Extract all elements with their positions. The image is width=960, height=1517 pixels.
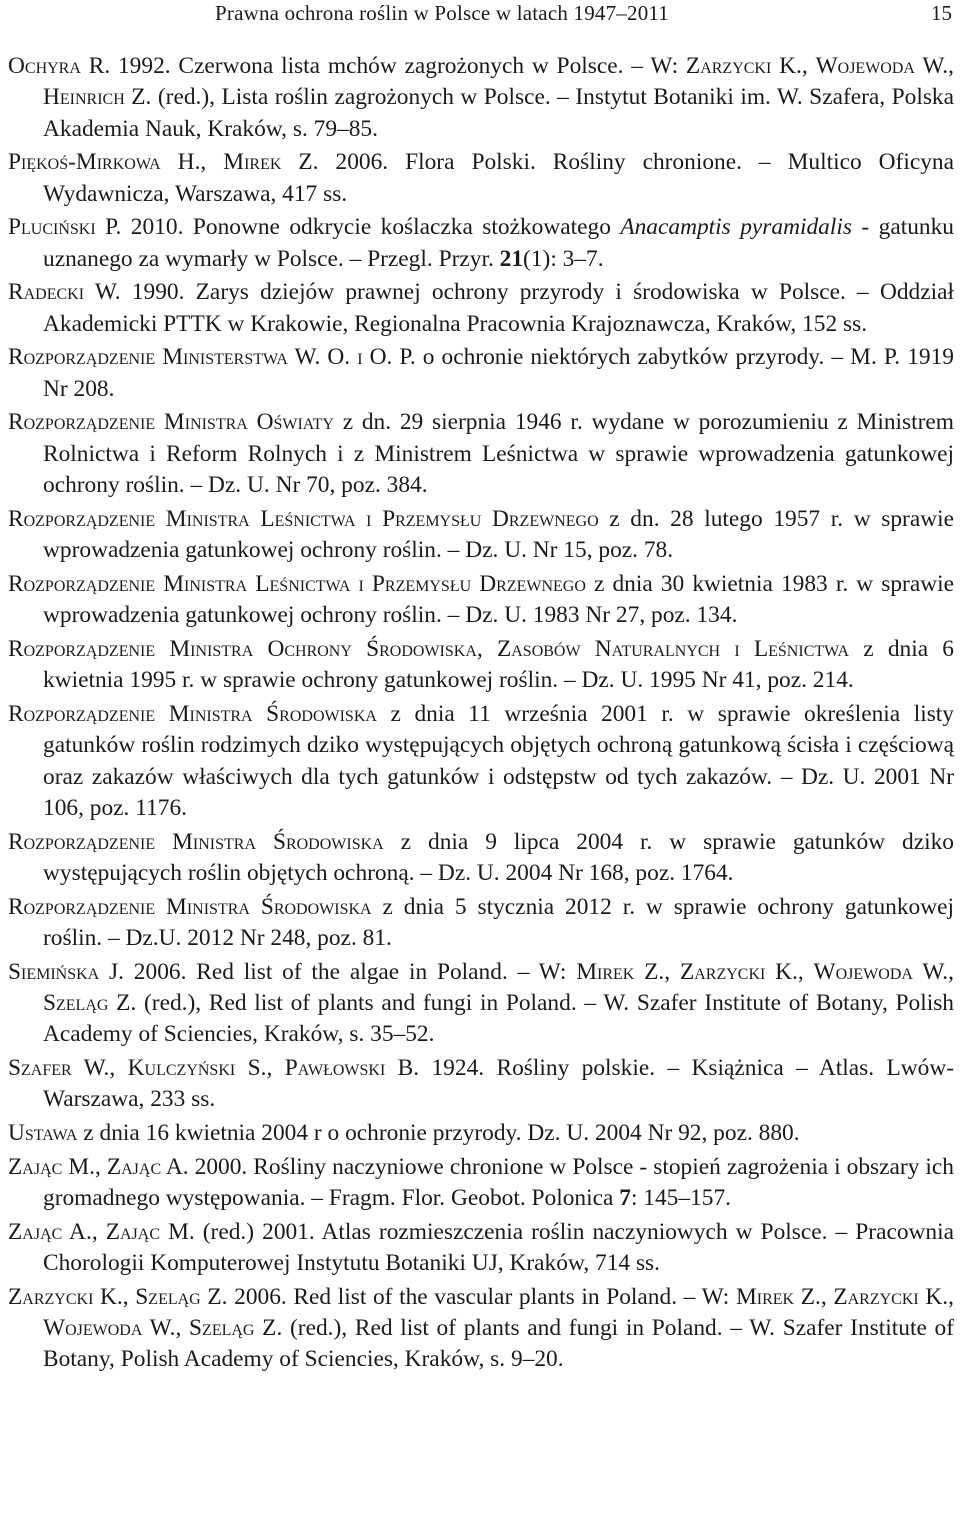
reference-text: , (266, 1055, 285, 1082)
reference-entry (8, 147, 954, 210)
reference-entry (8, 634, 954, 697)
reference-text: , (948, 958, 954, 985)
reference-text: z dnia 6 kwietnia 1995 r. w sprawie ochrony gatunkowej roślin. – Dz. U. 1995 Nr 41, poz. 214. (43, 635, 954, 694)
reference-author: Wojewoda W. (43, 1315, 176, 1342)
reference-text: (red.), Red list of plants and fungi in Poland. – W. Szafer Institute of Botany, Polish Academy of Sciencies, Kraków, s. 9–20. (43, 1315, 955, 1373)
reference-author: Szeląg Z. (189, 1315, 283, 1342)
reference-text: , (94, 1153, 107, 1180)
reference-text: , (948, 1283, 954, 1310)
reference-author: Szeląg Z. (43, 990, 137, 1017)
reference-author: Heinrich Z. (43, 84, 152, 111)
reference-text: , (91, 1218, 106, 1245)
reference-text: , (109, 1055, 128, 1082)
reference-author: Zając M. (105, 1218, 195, 1245)
reference-text: 2000. Rośliny naczyniowe chronione w Polsce - stopień zagrożenia i obszary ich gromadnego występowania. – Fragm. Flor. Geobot. Polonica (43, 1153, 954, 1212)
reference-text: - gatunku uznanego za wymarły w Polsce. – Przegl. Przyr. (43, 214, 954, 272)
reference-entry (8, 569, 954, 632)
reference-text: (red.), Lista roślin zagrożonych w Polsce. – Instytut Botaniki im. W. Szafera, Polska Akademia Nauk, Kraków, s. 79–85. (43, 84, 954, 142)
reference-text: z dnia 16 kwietnia 2004 r o ochronie przyrody. Dz. U. 2004 Nr 92, poz. 880. (77, 1120, 800, 1147)
reference-text: , (948, 53, 954, 79)
reference-author: Rozporządzenie Ministra Środowiska (8, 700, 377, 727)
reference-author: Rozporządzenie Ministerstwa W. O. i O. P. (8, 344, 416, 371)
reference-author: Szafer W. (8, 1055, 110, 1082)
reference-entry (8, 342, 954, 405)
reference-text: , (122, 1283, 136, 1310)
reference-text: 2006. Flora Polski. Rośliny chronione. – Multico Oficyna Wydawnicza, Warszawa, 417 ss. (43, 149, 954, 207)
reference-text: z dn. 28 lutego 1957 r. w sprawie wprowadzenia gatunkowej ochrony roślin. – Dz. U. Nr 15, poz. 78. (43, 505, 954, 564)
reference-text: 2010. Ponowne odkrycie koślaczka stożkowatego (121, 214, 621, 241)
reference-text: , (175, 1315, 190, 1342)
reference-text: z dnia 30 kwietnia 1983 r. w sprawie wprowadzenia gatunkowej ochrony roślin. – Dz. U. 1983 Nr 27, poz. 134. (43, 570, 954, 629)
reference-author: Rozporządzenie Ministra Ochrony Środowiska, Zasobów Naturalnych i Leśnictwa (8, 635, 850, 662)
reference-text: z dnia 11 września 2001 r. w sprawie określenia listy gatunków roślin rodzimych dziko występujących objętych ochroną gatunkową ścisła i częściową oraz zakazów właściwych dla tych gatunków i odstępstw od tych zakazów. – Dz. U. 2001 Nr 106, poz. 1176. (43, 700, 955, 822)
reference-text: 1924. Rośliny polskie. – Książnica – Atlas. Lwów-Warszawa, 233 ss. (43, 1055, 955, 1113)
reference-entry (8, 277, 954, 340)
reference-entry (8, 892, 954, 955)
reference-entry (8, 957, 954, 1051)
page-number: 15 (931, 1, 952, 25)
reference-entry (8, 1053, 954, 1116)
reference-entry (8, 699, 954, 825)
reference-text: , (200, 149, 224, 176)
reference-author: Mirek Z. (735, 1283, 821, 1310)
volume-number: 21 (499, 245, 524, 272)
reference-author: Piękoś-Mirkowa H. (8, 149, 201, 176)
running-title: Prawna ochrona roślin w Polsce w latach 1947–2011 (215, 1, 670, 25)
reference-text: 1992. Czerwona lista mchów zagrożonych w Polsce. – W: (110, 53, 686, 79)
reference-author: Zarzycki K. (8, 1283, 123, 1310)
reference-text: 2006. Red list of the algae in Poland. – W: (124, 958, 577, 985)
reference-text: z dnia 9 lipca 2004 r. w sprawie gatunków dziko występujących roślin objętych ochroną. – Dz. U. 2004 Nr 168, poz. 1764. (43, 828, 954, 887)
reference-author: Wojewoda W. (813, 958, 949, 985)
reference-entry (8, 51, 954, 145)
reference-entry (8, 1282, 954, 1376)
reference-author: Zarzycki K. (833, 1283, 949, 1310)
reference-author: Rozporządzenie Ministra Oświaty (8, 409, 334, 436)
reference-entry (8, 1152, 954, 1215)
reference-author: Mirek Z. (223, 149, 319, 176)
reference-text: , (820, 1283, 834, 1310)
reference-text: (red.) 2001. Atlas rozmieszczenia roślin naczyniowych w Polsce. – Pracownia Chorologii Komputerowej Instytutu Botaniki UJ, Kraków, 714 ss. (43, 1218, 955, 1277)
reference-text: , (664, 958, 680, 985)
reference-entry (8, 407, 954, 501)
species-name: Anacamptis pyramidalis (620, 214, 852, 241)
reference-text: , (801, 53, 816, 79)
reference-author: Mirek Z. (576, 958, 665, 985)
reference-author: Rozporządzenie Ministra Środowiska (8, 828, 384, 855)
reference-text: 2006. Red list of the vascular plants in Poland. – W: (227, 1283, 736, 1310)
reference-author: Pluciński P. (8, 214, 122, 241)
reference-author: Rozporządzenie Ministra Leśnictwa i Przemysłu Drzewnego (8, 570, 586, 597)
reference-text: (red.), Red list of plants and fungi in Poland. – W. Szafer Institute of Botany, Polish Academy of Sciencies, Kraków, s. 35–52. (43, 990, 955, 1048)
reference-entry (8, 827, 954, 890)
reference-author: Kulczyński S. (127, 1055, 267, 1082)
reference-author: Zając A. (8, 1218, 92, 1245)
reference-author: Zarzycki K. (679, 958, 798, 985)
reference-text: : 145–157. (630, 1185, 731, 1212)
reference-entry (8, 504, 954, 567)
reference-text: z dn. 29 sierpnia 1946 r. wydane w porozumieniu z Ministrem Rolnictwa i Reform Rolnych i z Ministrem Leśnictwa w sprawie wprowadzenia gatunkowej ochrony roślin. – Dz. U. Nr 70, poz. 384. (43, 409, 954, 499)
reference-author: Zając A. (106, 1153, 189, 1180)
reference-entry (8, 212, 954, 275)
reference-author: Radecki W. (8, 279, 121, 306)
reference-author: Szeląg Z. (135, 1283, 228, 1310)
reference-author: Ustawa (8, 1120, 78, 1147)
reference-author: Wojewoda W. (815, 53, 949, 79)
reference-entry (8, 1118, 954, 1149)
reference-author: Ochyra R. (8, 53, 111, 79)
running-header (0, 0, 960, 26)
reference-author: Rozporządzenie Ministra Leśnictwa i Przemysłu Drzewnego (8, 505, 599, 532)
reference-entry (8, 1217, 954, 1280)
reference-author: Pawłowski B. (284, 1055, 420, 1082)
reference-text: 1990. Zarys dziejów prawnej ochrony przyrody i środowiska w Polsce. – Oddział Akademicki PTTK w Krakowie, Regionalna Pracownia Krajoznawcza, Kraków, 152 ss. (43, 279, 954, 337)
reference-author: Siemińska J. (8, 958, 124, 985)
reference-text: o ochronie niektórych zabytków przyrody. – M. P. 1919 Nr 208. (43, 344, 954, 402)
volume-number: 7 (619, 1185, 631, 1212)
reference-author: Zarzycki K. (685, 53, 802, 79)
reference-text: z dnia 5 stycznia 2012 r. w sprawie ochrony gatunkowej roślin. – Dz.U. 2012 Nr 248, poz. 81. (43, 893, 954, 952)
reference-author: Zając M. (8, 1153, 95, 1180)
reference-text: (1): 3–7. (523, 245, 604, 272)
reference-list (8, 51, 954, 1378)
reference-text: , (797, 958, 814, 985)
reference-author: Rozporządzenie Ministra Środowiska (8, 893, 372, 920)
